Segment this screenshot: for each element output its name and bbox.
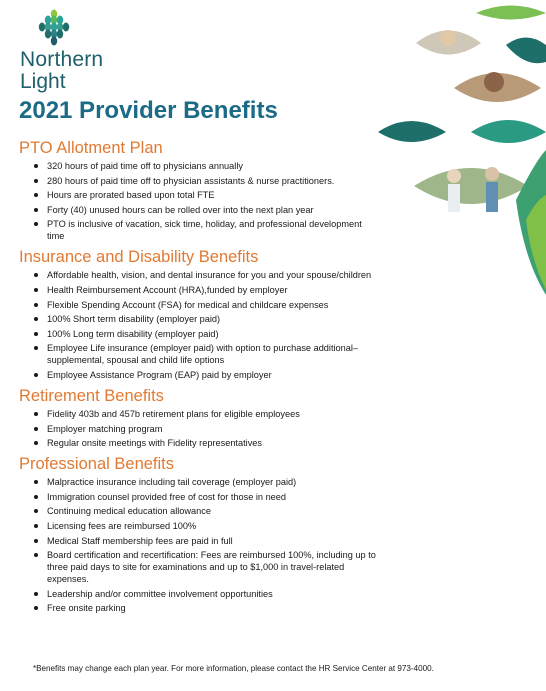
list-item: Free onsite parking [47,602,379,614]
list-item: Malpractice insurance including tail coverage (employer paid) [47,476,379,488]
list-item: Immigration counsel provided free of cost for those in need [47,491,379,503]
list-item: Leadership and/or committee involvement opportunities [47,588,379,600]
list-item: Regular onsite meetings with Fidelity representatives [47,437,379,449]
list-item: Forty (40) unused hours can be rolled over into the next plan year [47,204,379,216]
benefit-list [19,476,379,614]
logo-text-northern: Northern [20,48,104,71]
northern-light-logo [20,8,120,94]
list-item: Health Reimbursement Account (HRA),funded by employer [47,284,379,296]
benefits-content [19,138,379,619]
list-item: 280 hours of paid time off to physician assistants & nurse practitioners. [47,175,379,187]
list-item: Hours are prorated based upon total FTE [47,189,379,201]
decorative-leaf-art [376,0,546,300]
section-heading: PTO Allotment Plan [19,139,163,157]
benefit-list [19,160,379,242]
pinecone-logo-icon [32,8,76,52]
list-item: 100% Long term disability (employer paid) [47,328,379,340]
page-title: 2021 Provider Benefits [19,97,278,124]
list-item: 320 hours of paid time off to physicians annually [47,160,379,172]
list-item: Employer matching program [47,423,379,435]
footer-note: *Benefits may change each plan year. For more information, please contact the HR Service Center at 973-4000. [33,664,434,673]
section-heading: Retirement Benefits [19,386,164,405]
list-item: Fidelity 403b and 457b retirement plans for eligible employees [47,408,379,420]
section-pto [19,138,379,242]
section-retirement [19,386,379,449]
list-item: 100% Short term disability (employer paid) [47,313,379,325]
list-item: Continuing medical education allowance [47,505,379,517]
list-item: Affordable health, vision, and dental insurance for you and your spouse/children [47,269,379,281]
section-professional [19,454,379,614]
section-heading: Insurance and Disability Benefits [19,248,259,267]
list-item: Flexible Spending Account (FSA) for medical and childcare expenses [47,299,379,311]
list-item: Licensing fees are reimbursed 100% [47,520,379,532]
benefit-list [19,269,379,381]
list-item: Medical Staff membership fees are paid in full [47,535,379,547]
logo-text-light: Light [20,70,66,93]
list-item: Employee Assistance Program (EAP) paid by employer [47,369,379,381]
list-item: Employee Life insurance (employer paid) with option to purchase additional– supplemental, spousal and child life options [47,342,379,366]
benefit-list [19,408,379,449]
section-heading: Professional Benefits [19,455,175,474]
section-insurance [19,247,379,381]
list-item: PTO is inclusive of vacation, sick time, holiday, and professional development time [47,218,379,242]
list-item: Board certification and recertification: Fees are reimbursed 100%, including up to three paid days to site for examinations and up to $1,000 in travel-related expenses. [47,549,379,585]
